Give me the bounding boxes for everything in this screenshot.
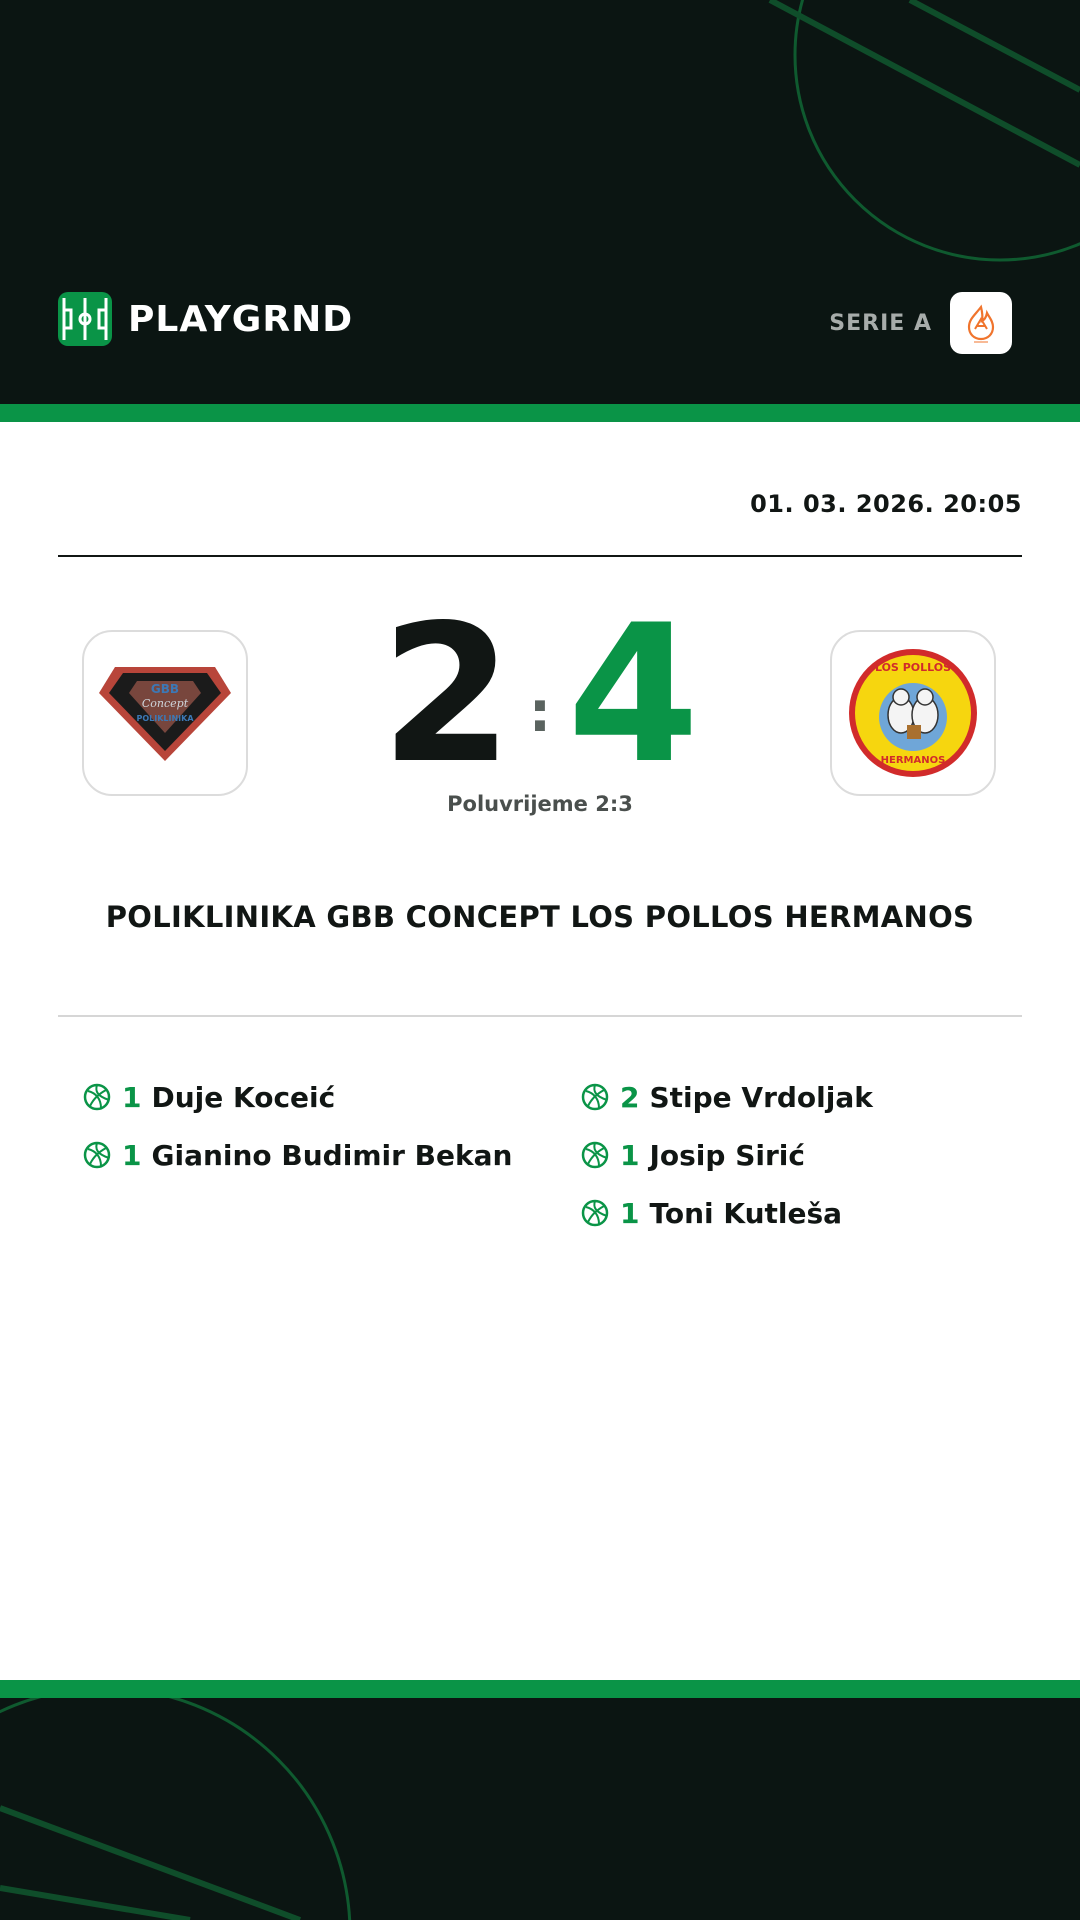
home-team-logo — [82, 630, 248, 796]
teams-names: POLIKLINIKA GBB CONCEPT LOS POLLOS HERMANOS — [105, 900, 975, 934]
goal-count: 2 — [620, 1080, 640, 1114]
scorer-row — [82, 1068, 542, 1126]
goal-count: 1 — [620, 1196, 640, 1230]
brand-name: PLAYGRND — [128, 298, 354, 340]
scorer-row — [580, 1184, 1040, 1242]
footer-banner — [0, 1698, 1080, 1920]
league — [829, 292, 1012, 354]
ball-icon — [580, 1082, 610, 1112]
svg-text:HERMANOS: HERMANOS — [880, 755, 946, 766]
pitch-icon — [58, 292, 112, 346]
score-separator: : — [528, 679, 552, 745]
ball-icon — [580, 1198, 610, 1228]
divider — [58, 555, 1022, 557]
brand — [58, 292, 353, 346]
scorer-row — [580, 1126, 1040, 1184]
ball-icon — [82, 1082, 112, 1112]
halftime-score: Poluvrijeme 2:3 — [447, 792, 633, 816]
away-team-logo — [830, 630, 996, 796]
away-scorers — [580, 1068, 1040, 1242]
scorer-row — [82, 1126, 542, 1184]
gbb-concept-crest — [97, 663, 233, 763]
svg-text:Concept: Concept — [141, 697, 189, 710]
svg-text:GBB: GBB — [150, 682, 180, 696]
match-datetime: 01. 03. 2026. 20:05 — [750, 490, 1022, 518]
home-score: 2 — [380, 584, 513, 805]
pitch-lines-decoration — [0, 1698, 1080, 1920]
ball-icon — [82, 1140, 112, 1170]
league-flame-logo — [950, 292, 1012, 354]
away-score: 4 — [567, 584, 700, 805]
scorer-name: Gianino Budimir Bekan — [151, 1138, 513, 1172]
goal-count: 1 — [122, 1138, 142, 1172]
svg-text:POLIKLINIKA: POLIKLINIKA — [136, 714, 194, 723]
scorer-name: Duje Koceić — [151, 1080, 336, 1114]
los-pollos-hermanos-crest — [845, 645, 981, 781]
svg-text:LOS POLLOS: LOS POLLOS — [874, 661, 952, 674]
header-accent-bar — [0, 404, 1080, 422]
goal-count: 1 — [122, 1080, 142, 1114]
footer-accent-bar — [0, 1680, 1080, 1698]
divider — [58, 1015, 1022, 1017]
scorer-name: Stipe Vrdoljak — [649, 1080, 873, 1114]
scorer-name: Toni Kutleša — [649, 1196, 843, 1230]
scorer-row — [580, 1068, 1040, 1126]
header-banner — [0, 0, 1080, 404]
goal-count: 1 — [620, 1138, 640, 1172]
home-scorers — [82, 1068, 542, 1184]
scorer-name: Josip Sirić — [649, 1138, 805, 1172]
league-name: SERIE A — [829, 310, 932, 336]
ball-icon — [580, 1140, 610, 1170]
